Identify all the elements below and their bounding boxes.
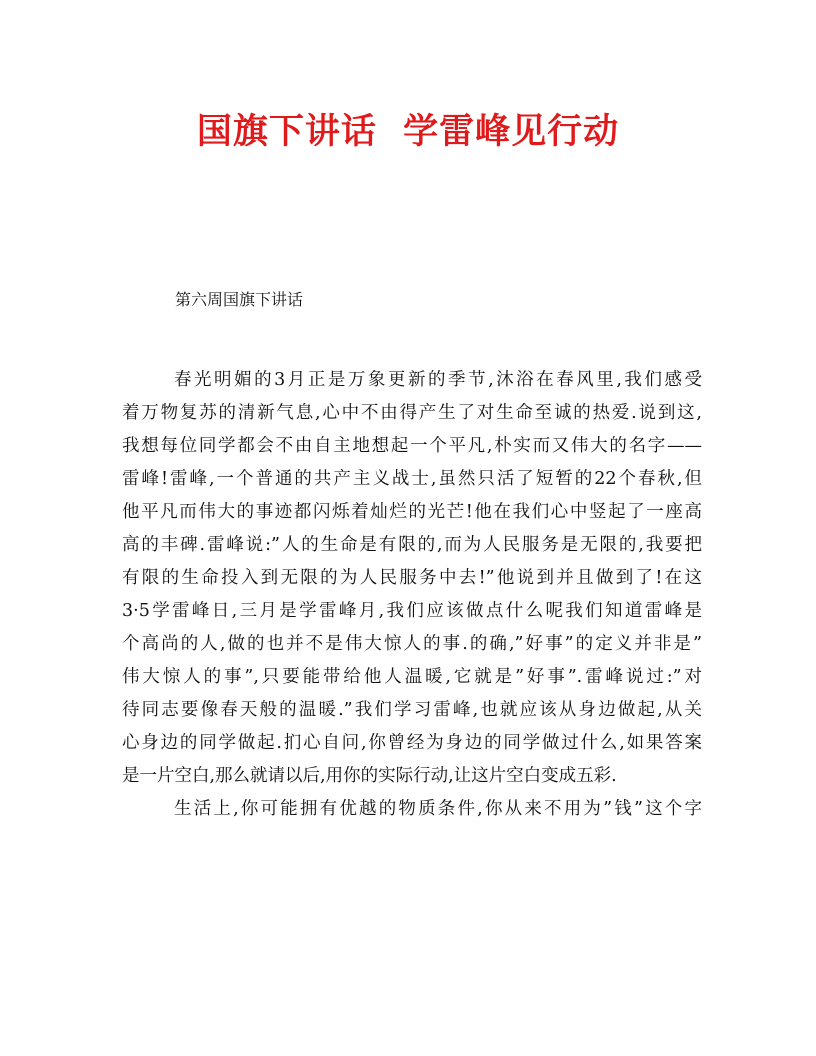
document-body	[122, 364, 702, 826]
text-line: 雷峰!雷峰,一个普通的共产主义战士,虽然只活了短暂的22个春秋,但	[122, 469, 702, 489]
text-line: 高的丰碑.雷峰说:”人的生命是有限的,而为人民服务是无限的,我要把	[122, 535, 702, 555]
text-line: 春光明媚的3月正是万象更新的季节,沐浴在春风里,我们感受	[174, 370, 702, 390]
document-subtitle: 第六周国旗下讲话	[175, 290, 304, 309]
text-line: 个高尚的人,做的也并不是伟大惊人的事.的确,”好事”的定义并非是”	[122, 634, 702, 654]
text-line: 心身边的同学做起.扪心自问,你曾经为身边的同学做过什么,如果答案	[122, 733, 702, 753]
text-line: 他平凡而伟大的事迹都闪烁着灿烂的光芒!他在我们心中竖起了一座高	[122, 502, 702, 522]
text-line: 伟大惊人的事”,只要能带给他人温暖,它就是”好事”.雷峰说过:”对	[122, 667, 702, 687]
text-line: 有限的生命投入到无限的为人民服务中去!”他说到并且做到了!在这	[122, 568, 702, 588]
text-line: 是一片空白,那么就请以后,用你的实际行动,让这片空白变成五彩.	[122, 766, 617, 786]
text-line: 3·5学雷峰日,三月是学雷峰月,我们应该做点什么呢我们知道雷峰是	[122, 601, 702, 621]
document-title: 国旗下讲话 学雷峰见行动	[196, 111, 620, 152]
text-line: 待同志要像春天般的温暖.”我们学习雷峰,也就应该从身边做起,从关	[122, 700, 702, 720]
text-line: 生活上,你可能拥有优越的物质条件,你从来不用为”钱”这个字	[174, 799, 702, 819]
text-line: 我想每位同学都会不由自主地想起一个平凡,朴实而又伟大的名字——	[122, 436, 702, 456]
text-line: 着万物复苏的清新气息,心中不由得产生了对生命至诚的热爱.说到这,	[122, 403, 702, 423]
